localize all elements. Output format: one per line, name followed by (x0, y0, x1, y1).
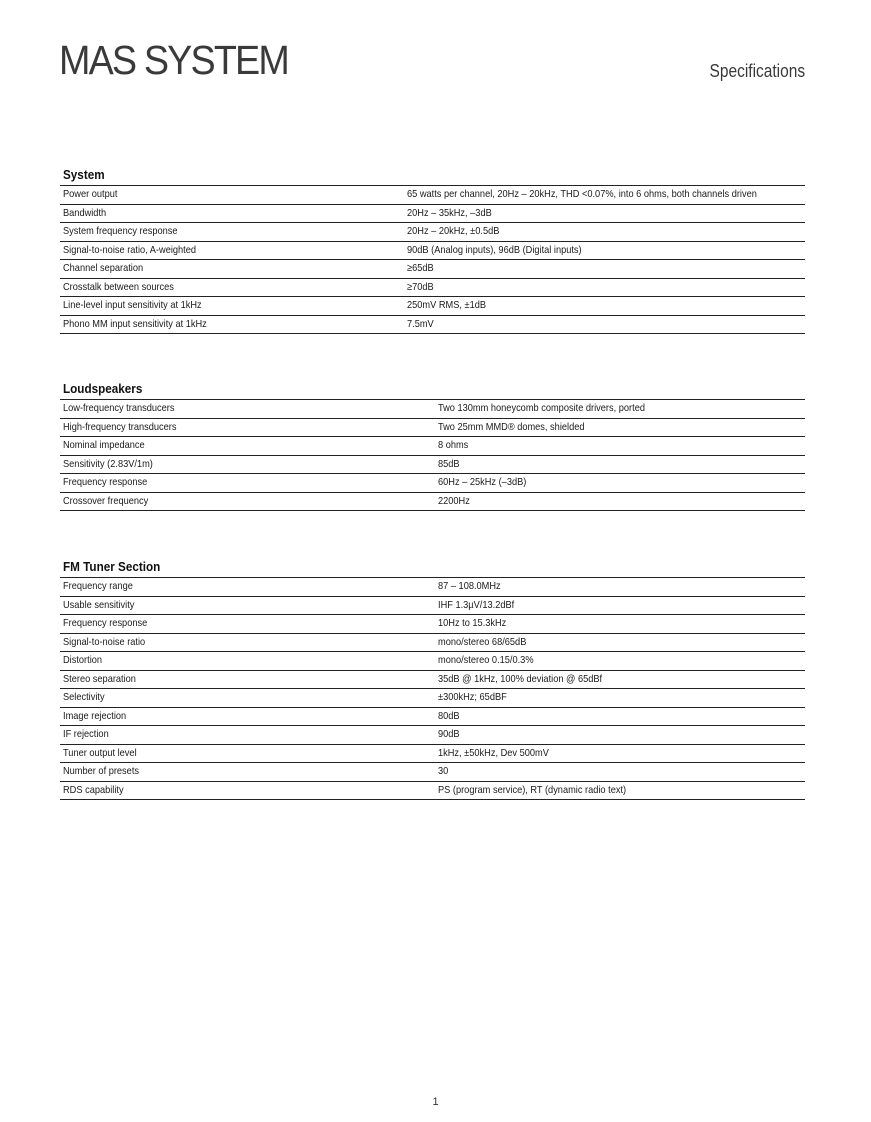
table-row (60, 781, 805, 800)
table-row (60, 223, 805, 242)
table-row (60, 204, 805, 223)
spec-value: 30 (438, 765, 449, 777)
spec-value: mono/stereo 0.15/0.3% (438, 654, 534, 666)
spec-value: 2200Hz (438, 494, 470, 507)
table-row (60, 578, 805, 597)
spec-label: Low-frequency transducers (63, 402, 175, 414)
spec-value: 1kHz, ±50kHz, Dev 500mV (438, 746, 549, 759)
spec-value: 250mV RMS, ±1dB (407, 299, 487, 311)
spec-value: 90dB (Analog inputs), 96dB (Digital inputs) (407, 243, 583, 256)
table-row (60, 297, 805, 316)
spec-label: Frequency range (63, 580, 133, 592)
spec-label: High-frequency transducers (63, 420, 177, 433)
spec-label: Power output (63, 188, 118, 200)
spec-label: Image rejection (63, 709, 127, 722)
table-row (60, 278, 805, 297)
table-row (60, 186, 805, 205)
document-subtitle: Specifications (709, 61, 805, 81)
spec-label: System frequency response (63, 225, 178, 237)
spec-label: Selectivity (63, 691, 105, 703)
table-row (60, 596, 805, 615)
table-row (60, 615, 805, 634)
spec-label: Signal-to-noise ratio (63, 635, 146, 648)
table-row (60, 633, 805, 652)
table-row (60, 707, 805, 726)
spec-table-fm-tuner (60, 577, 805, 800)
page-number: 1 (432, 1096, 439, 1108)
spec-value: 20Hz – 20kHz, ±0.5dB (407, 225, 500, 237)
spec-label: Crossover frequency (63, 494, 149, 507)
spec-label: Tuner output level (63, 746, 137, 759)
section-heading: FM Tuner Section (63, 559, 161, 574)
spec-value: 7.5mV (407, 317, 435, 330)
spec-label: Number of presets (63, 765, 140, 777)
table-row (60, 400, 805, 419)
section-heading: System (63, 167, 105, 182)
section-loudspeakers (60, 379, 805, 511)
section-heading: Loudspeakers (63, 381, 143, 396)
spec-value: Two 130mm honeycomb composite drivers, ported (438, 402, 645, 414)
document-title: MAS SYSTEM (59, 37, 288, 83)
spec-value: 35dB @ 1kHz, 100% deviation @ 65dBf (438, 672, 603, 685)
table-row (60, 437, 805, 456)
spec-label: Sensitivity (2.83V/1m) (63, 457, 153, 470)
spec-label: IF rejection (63, 728, 109, 740)
table-row (60, 726, 805, 745)
spec-value: 65 watts per channel, 20Hz – 20kHz, THD <0.07%, into 6 ohms, both channels driven (407, 188, 758, 200)
table-row (60, 689, 805, 708)
spec-value: IHF 1.3µV/13.2dBf (438, 598, 515, 611)
spec-label: Line-level input sensitivity at 1kHz (63, 299, 202, 311)
table-row (60, 455, 805, 474)
table-row (60, 670, 805, 689)
spec-value: ≥70dB (407, 280, 435, 293)
spec-value: 10Hz to 15.3kHz (438, 617, 507, 629)
spec-value: 8 ohms (438, 439, 469, 451)
spec-value: 90dB (438, 728, 460, 740)
spec-label: Frequency response (63, 617, 148, 629)
spec-table-loudspeakers (60, 399, 805, 511)
spec-value: PS (program service), RT (dynamic radio text) (438, 783, 627, 796)
table-row (60, 492, 805, 511)
spec-table-system (60, 185, 805, 334)
table-row (60, 260, 805, 279)
table-row (60, 315, 805, 334)
spec-label: Nominal impedance (63, 439, 145, 451)
section-system (60, 165, 805, 334)
spec-value: 20Hz – 35kHz, –3dB (407, 206, 493, 219)
spec-value: 80dB (438, 709, 460, 722)
spec-label: RDS capability (63, 783, 124, 796)
table-row (60, 652, 805, 671)
table-row (60, 241, 805, 260)
spec-value: 60Hz – 25kHz (–3dB) (438, 476, 527, 488)
spec-label: Channel separation (63, 262, 144, 274)
spec-label: Signal-to-noise ratio, A-weighted (63, 243, 197, 256)
table-row (60, 418, 805, 437)
spec-value: 87 – 108.0MHz (438, 580, 501, 592)
spec-value: 85dB (438, 457, 460, 470)
table-row (60, 763, 805, 782)
spec-label: Frequency response (63, 476, 148, 488)
spec-label: Crosstalk between sources (63, 280, 174, 293)
spec-label: Stereo separation (63, 672, 136, 685)
section-fm-tuner (60, 557, 805, 800)
spec-value: mono/stereo 68/65dB (438, 635, 527, 648)
spec-label: Distortion (63, 654, 103, 666)
spec-label: Bandwidth (63, 206, 107, 219)
spec-label: Phono MM input sensitivity at 1kHz (63, 317, 207, 330)
table-row (60, 474, 805, 493)
table-row (60, 744, 805, 763)
spec-value: ±300kHz; 65dBF (438, 691, 507, 703)
spec-value: Two 25mm MMD® domes, shielded (438, 420, 585, 433)
spec-label: Usable sensitivity (63, 598, 135, 611)
spec-value: ≥65dB (407, 262, 435, 274)
